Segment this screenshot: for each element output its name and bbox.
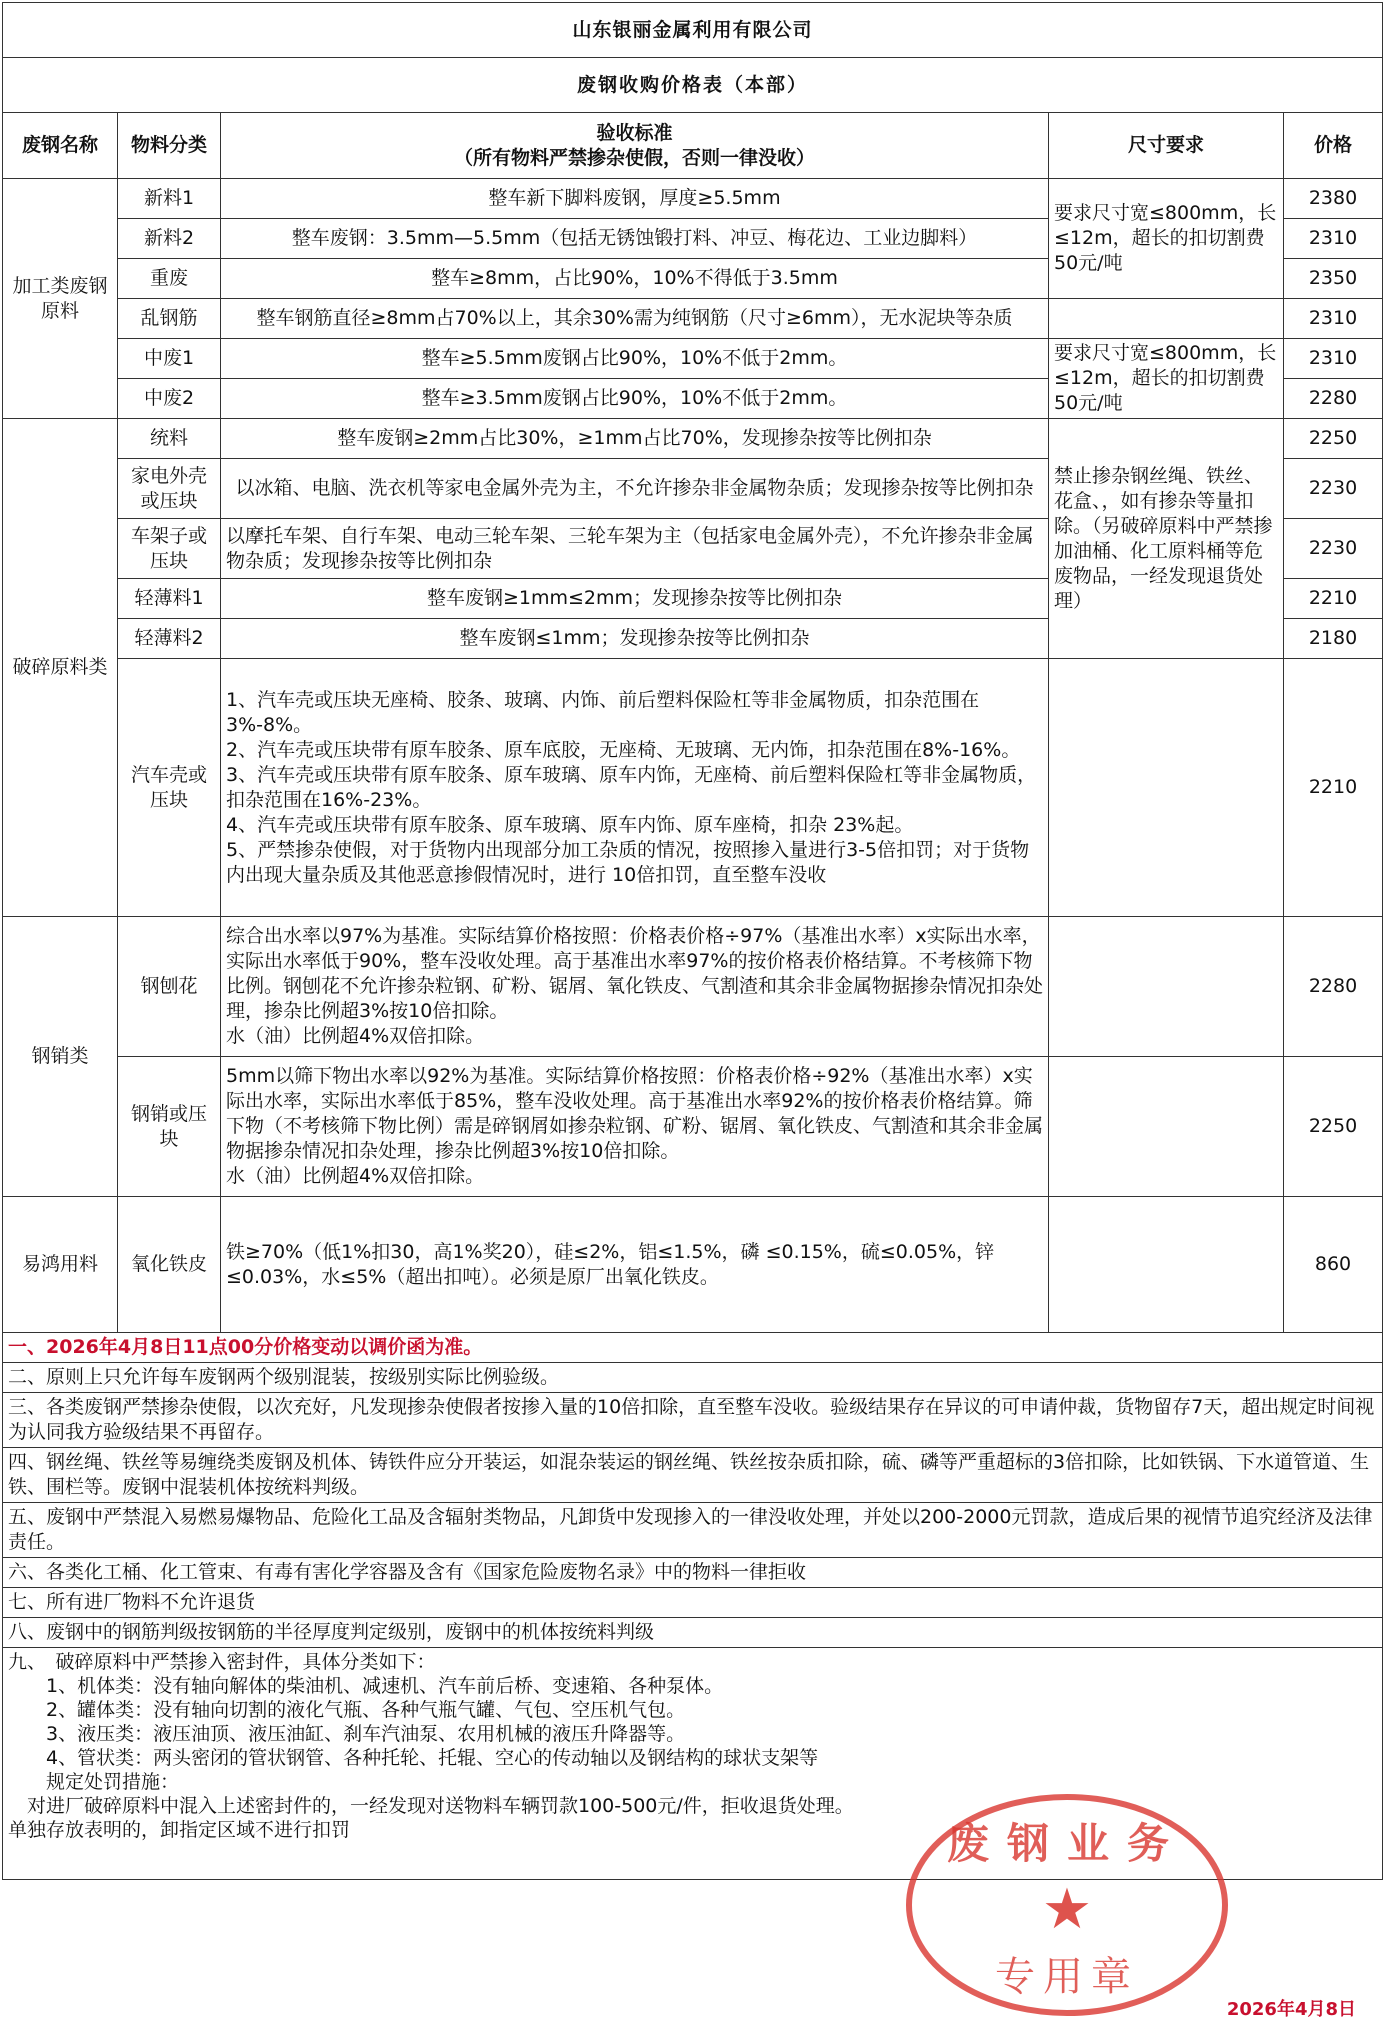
category-cell: 氧化铁皮 <box>118 1197 221 1333</box>
standard-cell: 综合出水率以97%为基准。实际结算价格按照：价格表价格÷97%（基准出水率）x实际出水率，实际出水率低于90%，整车没收处理。高于基准出水率97%的按价格表价格结算。不考核筛下物比例。钢刨花不允许掺杂粒钢、矿粉、锯屑、氧化铁皮、气割渣和其余非金属物据掺杂情况扣杂处理，掺杂比例超3%按10倍扣除。 水（油）比例超4%双倍扣除。 <box>221 917 1049 1057</box>
seal-top-text: 废钢业务 <box>946 1819 1188 1868</box>
price-cell: 2250 <box>1284 419 1383 459</box>
category-cell: 车架子或压块 <box>118 519 221 579</box>
price-cell: 2350 <box>1284 259 1383 299</box>
price-cell: 2250 <box>1284 1057 1383 1197</box>
category-cell: 轻薄料1 <box>118 579 221 619</box>
standard-cell: 整车新下脚料废钢，厚度≥5.5mm <box>221 179 1049 219</box>
standard-cell: 整车钢筋直径≥8mm占70%以上，其余30%需为纯钢筋（尺寸≥6mm），无水泥块等杂质 <box>221 299 1049 339</box>
note-item: 六、各类化工桶、化工管束、有毒有害化学容器及含有《国家危险废物名录》中的物料一律拒收 <box>3 1558 1383 1588</box>
category-cell: 新料2 <box>118 219 221 259</box>
size-empty <box>1049 1197 1284 1333</box>
category-cell: 中废2 <box>118 379 221 419</box>
price-cell: 2310 <box>1284 299 1383 339</box>
size-requirement: 要求尺寸宽≤800mm，长≤12m，超长的扣切割费50元/吨 <box>1049 179 1284 299</box>
price-cell: 2310 <box>1284 339 1383 379</box>
standard-cell: 铁≥70%（低1%扣30，高1%奖20），硅≤2%，铝≤1.5%，磷 ≤0.15%，硫≤0.05%，锌≤0.03%，水≤5%（超出扣吨）。必须是原厂出氧化铁皮。 <box>221 1197 1049 1333</box>
price-cell: 860 <box>1284 1197 1383 1333</box>
category-cell: 家电外壳或压块 <box>118 459 221 519</box>
price-cell: 2230 <box>1284 519 1383 579</box>
standard-cell: 整车废钢≤1mm；发现掺杂按等比例扣杂 <box>221 619 1049 659</box>
category-cell: 轻薄料2 <box>118 619 221 659</box>
header-category: 物料分类 <box>118 113 221 179</box>
note-item: 一、2026年4月8日11点00分价格变动以调价函为准。 <box>3 1333 1383 1363</box>
header-standard-note: （所有物料严禁掺杂使假，否则一律没收） <box>453 146 815 169</box>
price-cell: 2380 <box>1284 179 1383 219</box>
company-seal <box>902 1790 1232 2020</box>
note-item: 三、各类废钢严禁掺杂使假，以次充好，凡发现掺杂使假者按掺入量的10倍扣除，直至整车没收。验级结果存在异议的可申请仲裁，货物留存7天，超出规定时间视为认同我方验级结果不再留存。 <box>3 1393 1383 1448</box>
category-cell: 乱钢筋 <box>118 299 221 339</box>
note-item: 八、废钢中的钢筋判级按钢筋的半径厚度判定级别，废钢中的机体按统料判级 <box>3 1618 1383 1648</box>
category-cell: 中废1 <box>118 339 221 379</box>
note-item: 七、所有进厂物料不允许退货 <box>3 1588 1383 1618</box>
size-requirement: 要求尺寸宽≤800mm，长≤12m，超长的扣切割费50元/吨 <box>1049 339 1284 419</box>
standard-cell: 1、汽车壳或压块无座椅、胶条、玻璃、内饰、前后塑料保险杠等非金属物质，扣杂范围在3%-8%。 2、汽车壳或压块带有原车胶条、原车底胶，无座椅、无玻璃、无内饰，扣杂范围在8%-16%。 3、汽车壳或压块带有原车胶条、原车玻璃、原车内饰，无座椅、前后塑料保险杠等非金属物质，扣杂范围在16%-23%。 4、汽车壳或压块带有原车胶条、原车玻璃、原车内饰、原车座椅，扣杂 23%起。 5、严禁掺杂使假，对于货物内出现部分加工杂质的情况，按照掺入量进行3-5倍扣罚；对于货物内出现大量杂质及其他恶意掺假情况时，进行 10倍扣罚，直至整车没收 <box>221 659 1049 917</box>
sheet-title: 废钢收购价格表（本部） <box>3 58 1383 113</box>
note-item: 二、原则上只允许每车废钢两个级别混装，按级别实际比例验级。 <box>3 1363 1383 1393</box>
price-cell: 2310 <box>1284 219 1383 259</box>
group-shavings: 钢销类 <box>3 917 118 1197</box>
price-table <box>2 2 1383 1880</box>
price-cell: 2230 <box>1284 459 1383 519</box>
company-title: 山东银丽金属利用有限公司 <box>3 3 1383 58</box>
standard-cell: 整车≥8mm，占比90%，10%不得低于3.5mm <box>221 259 1049 299</box>
header-price: 价格 <box>1284 113 1383 179</box>
price-cell: 2280 <box>1284 379 1383 419</box>
size-empty <box>1049 917 1284 1057</box>
category-cell: 钢刨花 <box>118 917 221 1057</box>
price-cell: 2210 <box>1284 659 1383 917</box>
standard-cell: 整车≥3.5mm废钢占比90%，10%不低于2mm。 <box>221 379 1049 419</box>
seal-star-icon: ★ <box>1041 1877 1093 1942</box>
price-cell: 2180 <box>1284 619 1383 659</box>
standard-cell: 以冰箱、电脑、洗衣机等家电金属外壳为主，不允许掺杂非金属物杂质；发现掺杂按等比例扣杂 <box>221 459 1049 519</box>
size-empty <box>1049 1057 1284 1197</box>
group-processed: 加工类废钢原料 <box>3 179 118 419</box>
category-cell: 重废 <box>118 259 221 299</box>
size-empty <box>1049 659 1284 917</box>
category-cell: 汽车壳或压块 <box>118 659 221 917</box>
standard-cell: 5mm以筛下物出水率以92%为基准。实际结算价格按照：价格表价格÷92%（基准出水率）x实际出水率，实际出水率低于85%，整车没收处理。高于基准出水率92%的按价格表价格结算。筛下物（不考核筛下物比例）需是碎钢屑如掺杂粒钢、矿粉、锯屑、氧化铁皮、气割渣和其余非金属物据掺杂情况扣杂处理，掺杂比例超3%按10倍扣除。 水（油）比例超4%双倍扣除。 <box>221 1057 1049 1197</box>
note-item: 五、废钢中严禁混入易燃易爆物品、危险化工品及含辐射类物品，凡卸货中发现掺入的一律没收处理，并处以200-2000元罚款，造成后果的视情节追究经济及法律责任。 <box>3 1503 1383 1558</box>
group-yihong: 易鸿用料 <box>3 1197 118 1333</box>
header-standard-title: 验收标准 <box>596 121 673 144</box>
size-empty <box>1049 299 1284 339</box>
note-item: 九、 破碎原料中严禁掺入密封件，具体分类如下： 1、机体类：没有轴向解体的柴油机、减速机、汽车前后桥、变速箱、各种泵体。 2、罐体类：没有轴向切割的液化气瓶、各种气瓶气罐、气包、空压机气包。 3、液压类：液压油顶、液压油缸、刹车汽油泵、农用机械的液压升降器等。 4、管状类：两头密闭的管状钢管、各种托轮、托辊、空心的传动轴以及钢结构的球状支架等 规定处罚措施： 对进厂破碎原料中混入上述密封件的，一经发现对送物料车辆罚款100-500元/件，拒收退货处理。 单独存放表明的，卸指定区域不进行扣罚 <box>3 1648 1383 1880</box>
standard-cell: 整车废钢：3.5mm—5.5mm（包括无锈蚀锻打料、冲豆、梅花边、工业边脚料） <box>221 219 1049 259</box>
standard-cell: 以摩托车架、自行车架、电动三轮车架、三轮车架为主（包括家电金属外壳），不允许掺杂非金属物杂质；发现掺杂按等比例扣杂 <box>221 519 1049 579</box>
price-cell: 2210 <box>1284 579 1383 619</box>
header-standard <box>221 113 1049 179</box>
issue-date: 2026年4月8日 <box>1226 1999 1356 2020</box>
category-cell: 新料1 <box>118 179 221 219</box>
standard-cell: 整车废钢≥2mm占比30%，≥1mm占比70%，发现掺杂按等比例扣杂 <box>221 419 1049 459</box>
header-name: 废钢名称 <box>3 113 118 179</box>
price-cell: 2280 <box>1284 917 1383 1057</box>
note-item: 四、钢丝绳、铁丝等易缠绕类废钢及机体、铸铁件应分开装运，如混杂装运的钢丝绳、铁丝按杂质扣除，硫、磷等严重超标的3倍扣除，比如铁锅、下水道管道、生铁、围栏等。废钢中混装机体按统料判级。 <box>3 1448 1383 1503</box>
group-crushed: 破碎原料类 <box>3 419 118 917</box>
category-cell: 钢销或压块 <box>118 1057 221 1197</box>
category-cell: 统料 <box>118 419 221 459</box>
standard-cell: 整车废钢≥1mm≤2mm；发现掺杂按等比例扣杂 <box>221 579 1049 619</box>
size-requirement: 禁止掺杂钢丝绳、铁丝、花盒、，如有掺杂等量扣除。（另破碎原料中严禁掺加油桶、化工原料桶等危废物品，一经发现退货处理） <box>1049 419 1284 659</box>
seal-bottom-text: 专用章 <box>995 1954 1139 2000</box>
standard-cell: 整车≥5.5mm废钢占比90%，10%不低于2mm。 <box>221 339 1049 379</box>
header-size: 尺寸要求 <box>1049 113 1284 179</box>
